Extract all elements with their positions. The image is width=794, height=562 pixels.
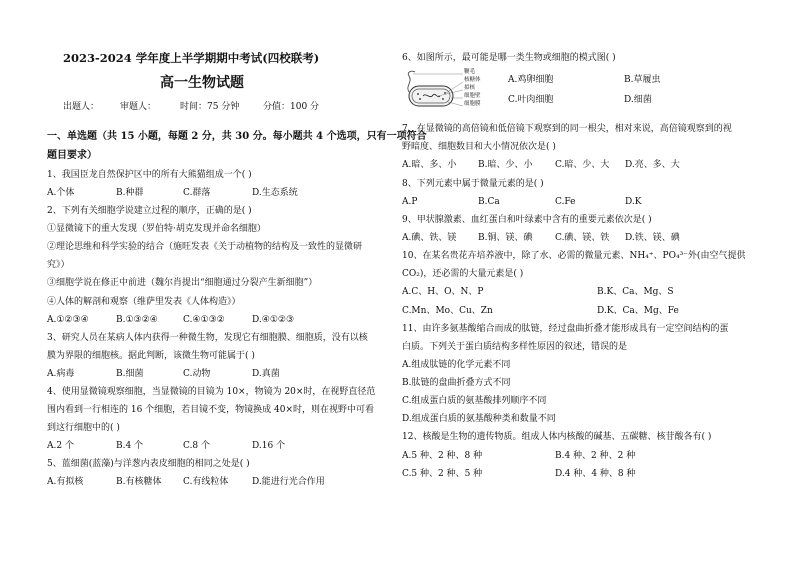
q7-option-a[interactable]: A.暗、多、小 [402, 160, 457, 170]
q6-option-a[interactable]: A.鸡卵细胞 [508, 75, 554, 85]
q8-option-d[interactable]: D.K [625, 197, 642, 207]
q4-stem: 围内看到一行相连的 16 个细胞，若目镜不变，物镜换成 40×时，则在视野中可看 [47, 405, 375, 415]
q4-option-b[interactable]: B.4 个 [116, 441, 144, 451]
q5-option-d[interactable]: D.能进行光合作用 [252, 477, 325, 487]
q2-stem: 2、下列有关细胞学说建立过程的顺序，正确的是( ) [47, 206, 252, 216]
q12-option-b[interactable]: B.4 种、2 种、2 种 [555, 451, 636, 461]
q1-stem: 1、我国臣龙自然保护区中的所有大熊猫组成一个( ) [47, 170, 252, 180]
figure-label-nucleoid: 拟核 [464, 85, 476, 91]
q3-option-a[interactable]: A.病毒 [47, 369, 75, 379]
info-author: 出题人： [63, 102, 100, 112]
q2-item: 究》） [47, 260, 70, 270]
section-heading-cont: 题目要求） [47, 150, 97, 161]
q2-option-c[interactable]: C.④①③② [183, 315, 225, 325]
q2-item: ④人体的解剖和观察（维萨里发表《人体构造》） [47, 297, 241, 307]
q2-item: ①显微镜下的重大发现（罗伯特·胡克发现并命名细胞） [47, 224, 266, 234]
q12-option-d[interactable]: D.4 种、4 种、8 种 [555, 469, 636, 479]
exam-title: 2023-2024 学年度上半学期期中考试(四校联考) [63, 51, 320, 65]
exam-subtitle: 高一生物试题 [160, 75, 244, 91]
q10-stem: CO₂)，还必需的大量元素是( ) [402, 269, 524, 279]
q11-stem: 白质。下列关于蛋白质结构多样性原因的叙述，错误的是 [402, 342, 628, 352]
q5-option-b[interactable]: B.有核糖体 [116, 477, 162, 487]
q1-option-c[interactable]: C.群落 [183, 188, 211, 198]
q11-option-b[interactable]: B.肽链的盘曲折叠方式不同 [402, 378, 511, 388]
bacterium-figure [403, 68, 503, 112]
q7-stem: 7、在显微镜的高倍镜和低倍镜下观察到的同一根尖，相对来说，高倍镜观察到的视 [402, 124, 732, 134]
q12-stem: 12、核酸是生物的遗传物质。组成人体内核酸的碱基、五碳糖、核苷酸各有( ) [402, 432, 712, 442]
figure-label-flagellum: 鞭毛 [464, 69, 476, 75]
q9-option-c[interactable]: C.碘、镁、铁 [555, 233, 610, 243]
info-time: 时间：75 分钟 [180, 102, 240, 112]
q7-option-d[interactable]: D.亮、多、大 [625, 160, 680, 170]
q5-option-a[interactable]: A.有拟核 [47, 477, 84, 487]
q3-option-c[interactable]: C.动物 [183, 369, 211, 379]
q10-stem: 10、在某名贵花卉培养液中，除了水、必需的微量元素、NH₄⁺、PO₄³⁻外(由空气提供 [402, 251, 746, 261]
section-heading: 一、单选题（共 15 小题，每题 2 分，共 30 分。每小题共 4 个选项，只有一项符合 [47, 131, 427, 142]
q3-stem: 3、研究人员在某病人体内获得一种微生物，发现它有细胞膜、细胞质，没有以核 [47, 333, 368, 343]
q4-stem: 到这行细胞中的( ) [47, 423, 120, 433]
q8-option-a[interactable]: A.P [402, 197, 418, 207]
q10-option-d[interactable]: D.K、Ca、Mg、Fe [597, 306, 679, 316]
q9-option-a[interactable]: A.碘、铁、镁 [402, 233, 457, 243]
q7-stem: 野暗度、细胞数目和大小情况依次是( ) [402, 142, 556, 152]
q6-stem: 6、如图所示，最可能是哪一类生物或细胞的模式图( ) [402, 53, 616, 63]
q3-stem: 膜为界限的细胞核。据此判断，该微生物可能属于( ) [47, 351, 255, 361]
figure-label-membrane: 细胞膜 [464, 101, 481, 107]
q4-stem: 4、使用显微镜观察细胞，当显微镜的目镜为 10×，物镜为 20×时，在视野直径范 [47, 387, 376, 397]
q7-option-c[interactable]: C.暗、少、大 [555, 160, 610, 170]
q11-option-d[interactable]: D.组成蛋白质的氨基酸种类和数量不同 [402, 414, 556, 424]
q11-option-a[interactable]: A.组成肽链的化学元素不同 [402, 360, 511, 370]
q8-option-c[interactable]: C.Fe [555, 197, 576, 207]
q6-option-c[interactable]: C.叶肉细胞 [508, 95, 554, 105]
q3-option-b[interactable]: B.细菌 [116, 369, 144, 379]
q8-option-b[interactable]: B.Ca [478, 197, 500, 207]
q11-option-c[interactable]: C.组成蛋白质的氨基酸排列顺序不同 [402, 396, 547, 406]
q4-option-d[interactable]: D.16 个 [252, 441, 286, 451]
q9-stem: 9、甲状腺激素、血红蛋白和叶绿素中含有的重要元素依次是( ) [402, 215, 652, 225]
q8-stem: 8、下列元素中属于微量元素的是( ) [402, 179, 544, 189]
q9-option-b[interactable]: B.铜、镁、碘 [478, 233, 533, 243]
q4-option-c[interactable]: C.8 个 [183, 441, 211, 451]
q12-option-a[interactable]: A.5 种、2 种、8 种 [402, 451, 483, 461]
q1-option-d[interactable]: D.生态系统 [252, 188, 298, 198]
info-reviewer: 审题人： [120, 102, 157, 112]
q10-option-a[interactable]: A.C、H、O、N、P [402, 287, 484, 297]
q12-option-c[interactable]: C.5 种、2 种、5 种 [402, 469, 483, 479]
q2-option-d[interactable]: D.④①②③ [252, 315, 295, 325]
q1-option-a[interactable]: A.个体 [47, 188, 75, 198]
q5-stem: 5、蓝细菌(蓝藻)与洋葱内表皮细胞的相同之处是( ) [47, 459, 250, 469]
q10-option-b[interactable]: B.K、Ca、Mg、S [597, 287, 674, 297]
q9-option-d[interactable]: D.铁、镁、碘 [625, 233, 680, 243]
q11-stem: 11、由许多氨基酸缩合而成的肽链，经过盘曲折叠才能形成具有一定空间结构的蛋 [402, 324, 729, 334]
info-score: 分值：100 分 [263, 102, 320, 112]
q2-item: ③细胞学说在修正中前进（魏尔肖提出“细胞通过分裂产生新细胞”） [47, 278, 318, 288]
q7-option-b[interactable]: B.暗、少、小 [478, 160, 533, 170]
q6-option-b[interactable]: B.草履虫 [624, 75, 661, 85]
figure-label-cell-wall: 细胞壁 [464, 93, 481, 99]
q10-option-c[interactable]: C.Mn、Mo、Cu、Zn [402, 306, 493, 316]
q2-item: ②理论思维和科学实验的结合（施旺发表《关于动植物的结构及一致性的显微研 [47, 242, 363, 252]
q2-option-a[interactable]: A.①②③④ [47, 315, 89, 325]
q6-option-d[interactable]: D.细菌 [624, 95, 652, 105]
figure-label-ribosome: 核糖体 [464, 77, 481, 83]
q5-option-c[interactable]: C.有线粒体 [183, 477, 229, 487]
q4-option-a[interactable]: A.2 个 [47, 441, 74, 451]
q3-option-d[interactable]: D.真菌 [252, 369, 280, 379]
q2-option-b[interactable]: B.①③②④ [116, 315, 158, 325]
q1-option-b[interactable]: B.种群 [116, 188, 144, 198]
